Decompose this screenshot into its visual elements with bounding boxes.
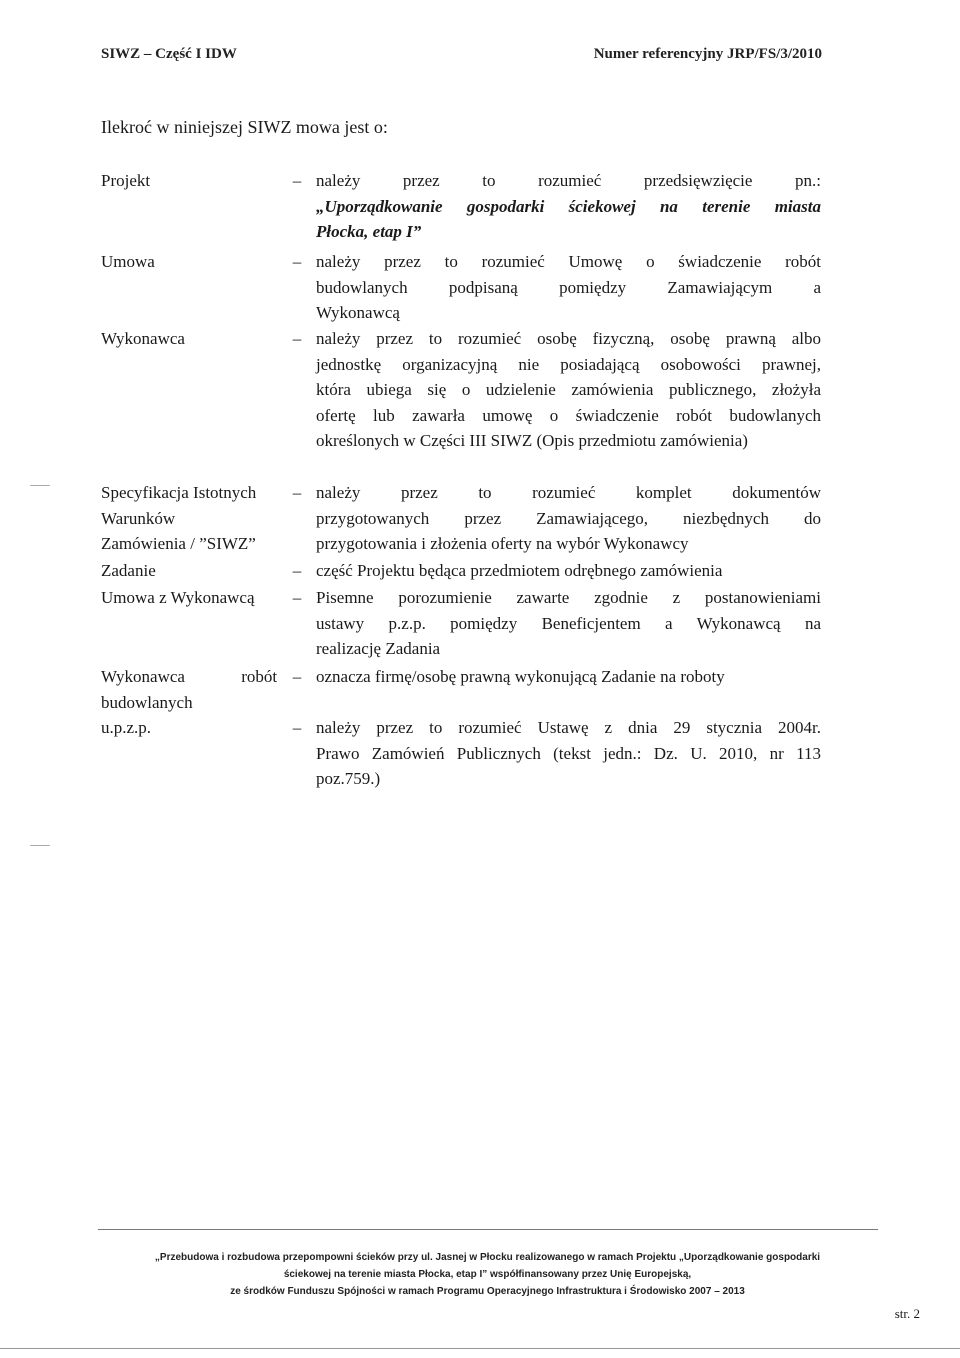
footer xyxy=(95,1249,880,1300)
dash: – xyxy=(292,588,302,607)
desc-line: Płocka, etap I” xyxy=(316,222,422,241)
desc-line: Prawo Zamówień Publicznych (tekst jedn.: Dz. U. 2010, nr 113 xyxy=(316,743,821,763)
term-line: budowlanych xyxy=(101,692,193,712)
dash: – xyxy=(292,718,302,737)
desc-line: jednostkę organizacyjną nie posiadającą osobowości prawnej, xyxy=(316,354,821,374)
description xyxy=(316,585,821,662)
scan-mark xyxy=(30,845,50,846)
term-line: Umowa z Wykonawcą xyxy=(101,588,255,607)
term xyxy=(101,480,291,557)
desc-line: ofertę lub zawarła umowę o świadczenie robót budowlanych xyxy=(316,405,821,425)
desc-line: należy przez to rozumieć przedsięwzięcie pn.: xyxy=(316,171,821,190)
desc-line: przygotowanych przez Zamawiającego, niezbędnych do xyxy=(316,508,821,528)
scan-mark xyxy=(30,485,50,486)
footer-divider xyxy=(98,1229,878,1230)
dash: – xyxy=(292,483,302,502)
dash: – xyxy=(292,667,302,686)
page-edge xyxy=(0,1348,960,1349)
term xyxy=(101,326,291,352)
term-line: u.p.z.p. xyxy=(101,718,152,737)
description xyxy=(316,326,821,454)
desc-line: Wykonawcą xyxy=(316,303,400,322)
desc-line: poz.759.) xyxy=(316,769,381,788)
description xyxy=(316,249,821,326)
page-number: str. 2 xyxy=(894,1306,920,1321)
header-reference-number: Numer referencyjny JRP/FS/3/2010 xyxy=(593,46,822,62)
desc-line: ustawy p.z.p. pomiędzy Beneficjentem a Wykonawcą na xyxy=(316,613,821,633)
desc-line: należy przez to rozumieć komplet dokumentów xyxy=(316,483,821,502)
header-left: SIWZ – Część I IDW xyxy=(101,46,237,62)
term xyxy=(101,664,291,715)
term xyxy=(101,585,291,611)
desc-line: która ubiega się o udzielenie zamówienia publicznego, złożyła xyxy=(316,380,821,399)
footer-line: „Przebudowa i rozbudowa przepompowni ścieków przy ul. Jasnej w Płocku realizowanego w ramach Projektu „Uporządkowanie gospodarki xyxy=(154,1252,821,1263)
desc-line: należy przez to rozumieć Umowę o świadczenie robót xyxy=(316,252,821,271)
term-line: Wykonawca robót xyxy=(101,667,278,686)
desc-line: należy przez to rozumieć Ustawę z dnia 29 stycznia 2004r. xyxy=(316,718,821,737)
term xyxy=(101,249,291,275)
term-line: Warunków xyxy=(101,508,176,528)
description xyxy=(316,715,821,792)
footer-line: ściekowej na terenie miasta Płocka, etap I” współfinansowany przez Unię Europejską, xyxy=(283,1269,692,1280)
dash: – xyxy=(292,252,302,271)
desc-line: część Projektu będąca przedmiotem odrębnego zamówienia xyxy=(316,561,723,580)
footer-line: ze środków Funduszu Spójności w ramach Programu Operacyjnego Infrastruktura i Środowisko 2007 – 2013 xyxy=(230,1286,745,1297)
description xyxy=(316,480,821,557)
term xyxy=(101,168,291,194)
term-line: Projekt xyxy=(101,171,151,190)
dash: – xyxy=(292,171,302,190)
dash: – xyxy=(292,561,302,580)
desc-line: oznacza firmę/osobę prawną wykonującą Zadanie na roboty xyxy=(316,667,725,686)
dash: – xyxy=(292,329,302,348)
term-line: Zamówienia / ”SIWZ” xyxy=(101,534,256,553)
desc-line: przygotowania i złożenia oferty na wybór Wykonawcy xyxy=(316,534,689,553)
term-line: Umowa xyxy=(101,252,155,271)
description xyxy=(316,168,821,245)
term-line: Zadanie xyxy=(101,561,156,580)
term-line: Specyfikacja Istotnych xyxy=(101,483,257,502)
desc-line: Pisemne porozumienie zawarte zgodnie z postanowieniami xyxy=(316,588,821,607)
term xyxy=(101,558,291,584)
desc-line: budowlanych podpisaną pomiędzy Zamawiającym a xyxy=(316,277,821,297)
desc-line: „Uporządkowanie gospodarki ściekowej na terenie miasta xyxy=(316,196,821,216)
intro-text: Ilekroć w niniejszej SIWZ mowa jest o: xyxy=(101,117,388,137)
description xyxy=(316,558,821,584)
description xyxy=(316,664,821,690)
desc-line: określonych w Części III SIWZ (Opis przedmiotu zamówienia) xyxy=(316,431,748,450)
term-line: Wykonawca xyxy=(101,329,185,348)
desc-line: należy przez to rozumieć osobę fizyczną, osobę prawną albo xyxy=(316,329,821,348)
term xyxy=(101,715,291,741)
desc-line: realizację Zadania xyxy=(316,639,441,658)
